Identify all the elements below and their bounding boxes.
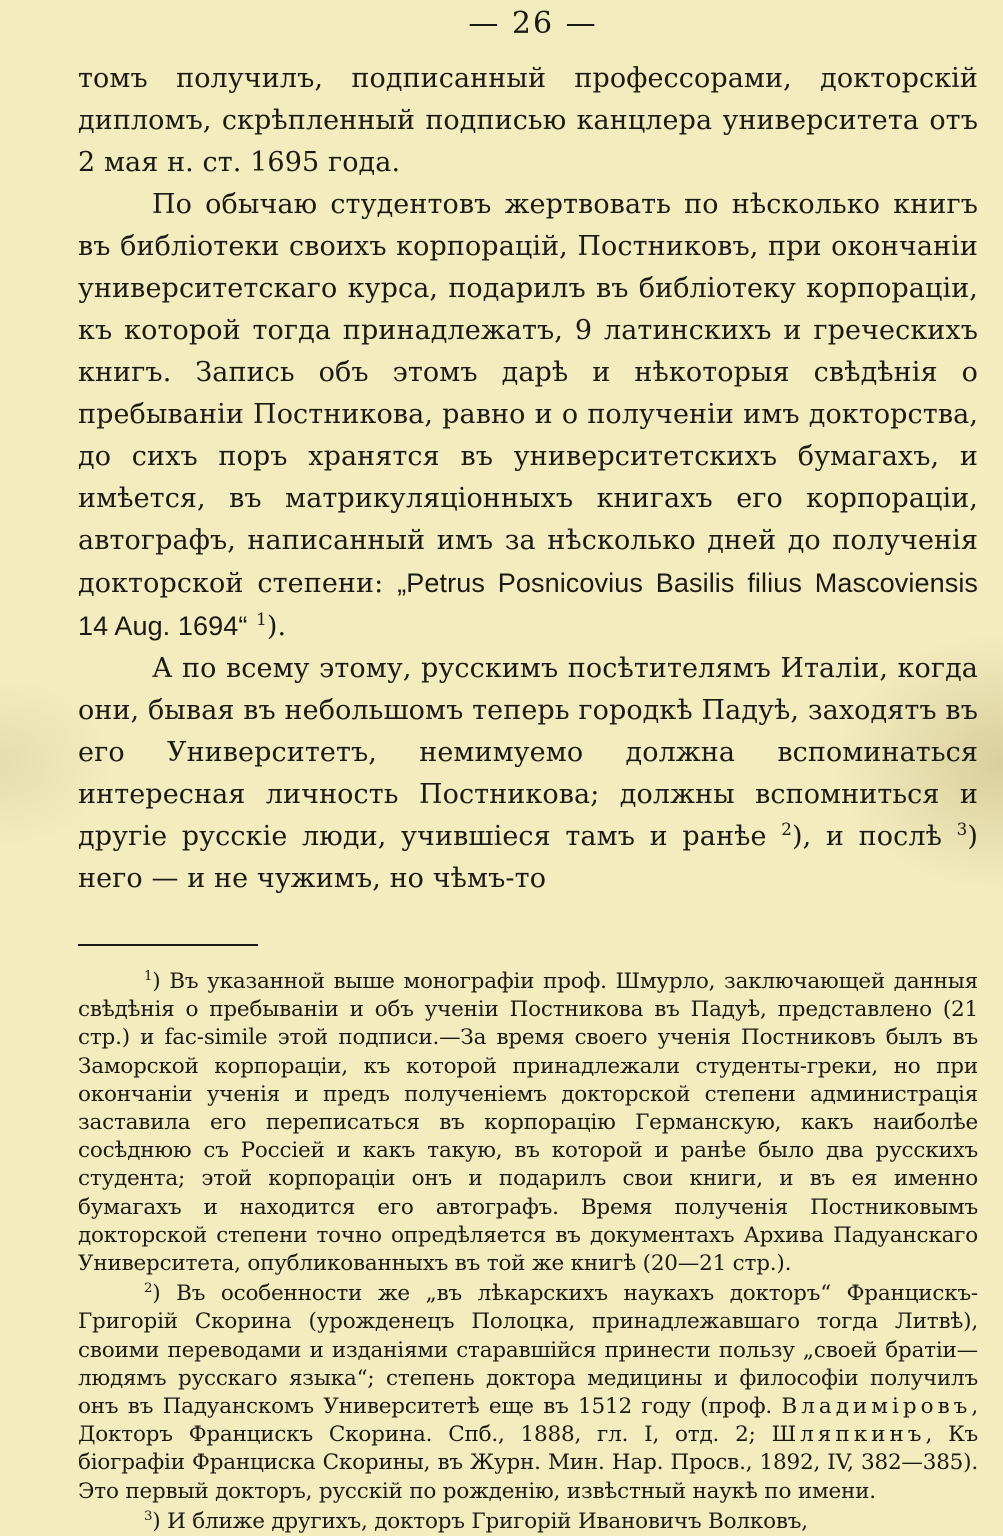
paragraph-3-text-a: А по всему этому, русскимъ посѣтителямъ Италіи, когда они, бывая въ небольшомъ теперь городкѣ Падуѣ, заходятъ въ его Университетъ, немимуемо должна вспоминаться интересная личность Постникова; должны вспомниться и другіе русскіе люди, учившіеся тамъ и ранѣе: [78, 653, 978, 852]
footnote-3: [78, 1508, 978, 1536]
author-name-shlyapkin: Шляпкинъ: [771, 1422, 926, 1448]
footnote-ref-1: 1: [256, 609, 267, 629]
footnote-3-text: ) И ближе другихъ, докторъ Григорій Ивановичъ Волковъ,: [152, 1508, 808, 1534]
paragraph-2-text: По обычаю студентовъ жертвовать по нѣсколько книгъ въ библіотеки своихъ корпорацій, Постниковъ, при окончаніи университетскаго курса, подарилъ въ библіотеку корпораціи, къ которой тогда принадлежатъ, 9 латинскихъ и греческихъ книгъ. Запись объ этомъ дарѣ и нѣкоторыя свѣдѣнія о пребываніи Постникова, равно и о полученіи имъ докторства, до сихъ поръ хранятся въ университетскихъ бумагахъ, и имѣется, въ матрикуляціонныхъ книгахъ его корпораціи, автографъ, написанный имъ за нѣсколько дней до полученія докторской степени:: [78, 189, 978, 599]
footnote-2-text-a: ) Въ особенности же „въ лѣкарскихъ наукахъ докторъ“ Францискъ-Григорій Скорина (урожденецъ Полоцка, принадлежавшаго тогда Литвѣ), своими переводами и изданіями старавшійся принести пользу „своей братіи—людямъ русскаго языка“; степень доктора медицины и философіи получилъ онъ въ Падуанскомъ Университетѣ еще въ 1512 году (проф.: [78, 1281, 978, 1420]
footnote-ref-3: 3: [956, 819, 968, 839]
footnote-1-text: ) Въ указанной выше монографіи проф. Шмурло, заключающей данныя свѣдѣнія о пребываніи и объ ученіи Постникова въ Падуѣ, представлено (21 стр.) и fac-simile этой подписи.—За время своего ученія Постниковъ былъ въ Заморской корпораціи, къ которой принадлежали студенты-греки, но при окончаніи ученія и предъ полученіемъ докторской степени администрація заставила его переписаться въ корпорацію Германскую, какъ наиболѣе сосѣднюю съ Россіей и какъ такую, въ которой и ранѣе было два русскихъ студента; этой корпораціи онъ и подарилъ свои книги, и въ ея именно бумагахъ и находится его автографъ. Время полученія Постниковымъ докторской степени точно опредѣляется въ документахъ Архива Падуанскаго Университета, опубликованныхъ въ той же книгѣ (20—21 стр.).: [78, 969, 978, 1277]
footnote-marker-2: 2: [144, 1281, 153, 1297]
footnote-2-text-c: , Къ біографіи Франциска Скорины, въ Журн. Мин. Нар. Просв., 1892, IV, 382—385). Это первый докторъ, русскій по рожденію, извѣстный наукѣ по имени.: [78, 1422, 978, 1504]
paragraph-2: [78, 184, 978, 648]
paragraph-1: [78, 58, 978, 184]
main-text: [78, 58, 978, 900]
paragraph-3: [78, 648, 978, 900]
footnotes: [78, 968, 978, 1536]
paragraph-3-text-c: ) него — и не чужимъ, но чѣмъ-то: [78, 821, 979, 894]
footnote-ref-2: 2: [781, 819, 792, 839]
footnote-marker-3: 3: [144, 1508, 153, 1524]
paragraph-3-text-b: ), и послѣ: [791, 821, 942, 852]
paragraph-1-text: томъ получилъ, подписанный профессорами, докторскій дипломъ, скрѣпленный подписью канцлера университета отъ 2 мая н. ст. 1695 года.: [78, 63, 978, 178]
footnote-marker-1: 1: [144, 968, 153, 984]
footnote-2: [78, 1280, 978, 1506]
author-name-vladimirov: Владиміровъ: [781, 1394, 972, 1420]
latin-signature-quote: „Petrus Posnicovius Basilis filius Mascoviensis 14 Aug. 1694“: [78, 568, 979, 641]
footnote-2-text-b: , Докторъ Францискъ Скорина. Спб., 1888, гл. I, отд. 2;: [78, 1394, 978, 1448]
book-page: [78, 0, 978, 1536]
footnote-divider: [78, 944, 258, 946]
footnote-1: [78, 968, 978, 1278]
page-number: — 26 —: [468, 6, 598, 41]
paragraph-2-tail: ).: [266, 611, 287, 642]
